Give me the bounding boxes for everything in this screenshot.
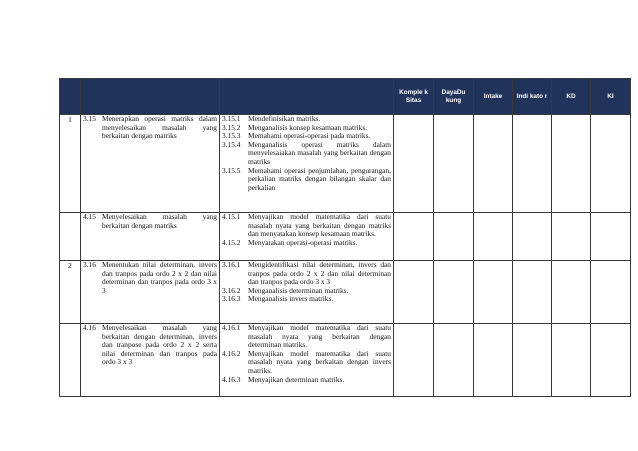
empty-cell — [552, 213, 591, 261]
indicator-text: Menganalisis determinan matriks. — [248, 285, 349, 295]
indicator-number: 4.16.1 — [222, 323, 241, 332]
indicator-number: 4.16.2 — [222, 348, 241, 358]
indicator-text: Menganalisis operasi matriks dalam menyelesaiakan masalah yang berkaitan dengan matriks — [248, 139, 391, 166]
kd-text: Menerapkan operasi matriks dalam menyelesaikan masalah yang berkaitan dengan matriks — [102, 114, 217, 141]
kd-cell — [81, 115, 220, 213]
empty-cell — [474, 324, 513, 397]
empty-cell — [434, 115, 474, 213]
indicator-number: 3.16.2 — [222, 285, 241, 295]
indicator-number: 3.16.3 — [222, 294, 241, 304]
empty-cell — [474, 115, 513, 213]
empty-cell — [591, 261, 631, 324]
empty-cell — [513, 115, 552, 213]
header-kompleksitas: Komple k Sitas — [394, 79, 434, 115]
table-header-row — [60, 79, 631, 115]
kd-cell — [81, 213, 220, 261]
indicator-number: 4.15.2 — [222, 237, 241, 247]
indicator-number: 3.15.2 — [222, 122, 241, 132]
empty-cell — [552, 261, 591, 324]
row-number: 1 — [60, 115, 81, 213]
empty-cell — [474, 213, 513, 261]
empty-cell — [591, 115, 631, 213]
empty-cell — [434, 261, 474, 324]
indicator-number: 3.15.3 — [222, 131, 241, 141]
empty-cell — [591, 324, 631, 397]
header-indikator — [220, 79, 394, 115]
indicator-text: Mengidentifikasi nilai determinan, invers dan tranpos pada ordo 2 x 2 dan nilai determinan dan tranpos pada ordo 3 x 3 — [248, 260, 391, 287]
table-row — [60, 261, 631, 324]
empty-cell — [394, 115, 434, 213]
header-indikator-col: Indi kato r — [513, 79, 552, 115]
indicator-number: 3.15.5 — [222, 165, 241, 175]
kd-number: 4.16 — [83, 323, 96, 332]
empty-cell — [394, 213, 434, 261]
row-number: 2 — [60, 261, 81, 324]
row-number — [60, 213, 81, 261]
empty-cell — [434, 324, 474, 397]
indicator-text: Memahami operasi-operasi pada matriks. — [248, 131, 371, 141]
kd-text: Menyelesaikan masalah yang berkaitan dengan matriks — [102, 212, 217, 230]
kd-text: Menentukan nilai determinan, invers dan tranpos pada ordo 2 x 2 dan nilai determinan dan tranpos pada ordo 3 x 3 — [102, 260, 217, 295]
indicator-number: 3.16.1 — [222, 260, 241, 269]
indicator-number: 4.16.3 — [222, 374, 241, 384]
header-daya-dukung: DayaDu kung — [434, 79, 474, 115]
kd-number: 3.16 — [83, 260, 96, 269]
indicator-number: 3.15.4 — [222, 139, 241, 149]
kd-cell — [81, 324, 220, 397]
kd-number: 3.15 — [83, 114, 96, 123]
empty-cell — [513, 213, 552, 261]
header-intake: Intake — [474, 79, 513, 115]
indicator-text: Menyatakan operasi-operasi matriks. — [248, 237, 358, 247]
kd-text: Menyelesaikan masalah yang berkaitan dengan determinan, invers dan tranpose pada ordo 2 x 2 serta nilai determinan dan tranpos pada ordo 3 x 3 — [102, 323, 217, 367]
empty-cell — [434, 213, 474, 261]
header-no — [60, 79, 81, 115]
empty-cell — [552, 115, 591, 213]
table-row — [60, 115, 631, 213]
header-kd-col: KD — [552, 79, 591, 115]
indicator-text: Menyajikan determinan matriks. — [248, 374, 345, 384]
indicator-text: Menganalisis invers matriks. — [248, 294, 334, 304]
indicator-cell — [220, 261, 394, 324]
indicator-text: Mendefinisikan matriks. — [248, 114, 321, 123]
analysis-table — [59, 78, 631, 397]
indicator-cell — [220, 213, 394, 261]
table-row — [60, 324, 631, 397]
kd-cell — [81, 261, 220, 324]
indicator-number: 4.15.1 — [222, 212, 241, 221]
table-row — [60, 213, 631, 261]
header-ki-col: KI — [591, 79, 631, 115]
indicator-cell — [220, 324, 394, 397]
indicator-text: Menyajikan model matematika dari suatu masalah nyata yang berkaitan dengan matriks dan menyatakan konsep kesamaan matriks. — [248, 212, 391, 239]
empty-cell — [513, 324, 552, 397]
empty-cell — [474, 261, 513, 324]
header-kd — [81, 79, 220, 115]
empty-cell — [591, 213, 631, 261]
indicator-text: Menganalisis konsep kesamaan matriks. — [248, 122, 368, 132]
indicator-number: 3.15.1 — [222, 114, 241, 123]
empty-cell — [394, 324, 434, 397]
empty-cell — [552, 324, 591, 397]
indicator-text: Memahami operasi penjumlahan, pengurangan, perkalian matriks dengan bilangan skalar dan perkalian — [248, 165, 391, 192]
indicator-text: Menyajikan model matematika dari suatu masalah nyata yang berkaitan dengan determinan matriks. — [248, 323, 391, 350]
empty-cell — [394, 261, 434, 324]
indicator-text: Menyajikan model matematika dari suatu masalah nyata yang berkaitan dengan invers matriks. — [248, 348, 391, 375]
row-number — [60, 324, 81, 397]
indicator-cell — [220, 115, 394, 213]
empty-cell — [513, 261, 552, 324]
kd-number: 4.15 — [83, 212, 96, 221]
